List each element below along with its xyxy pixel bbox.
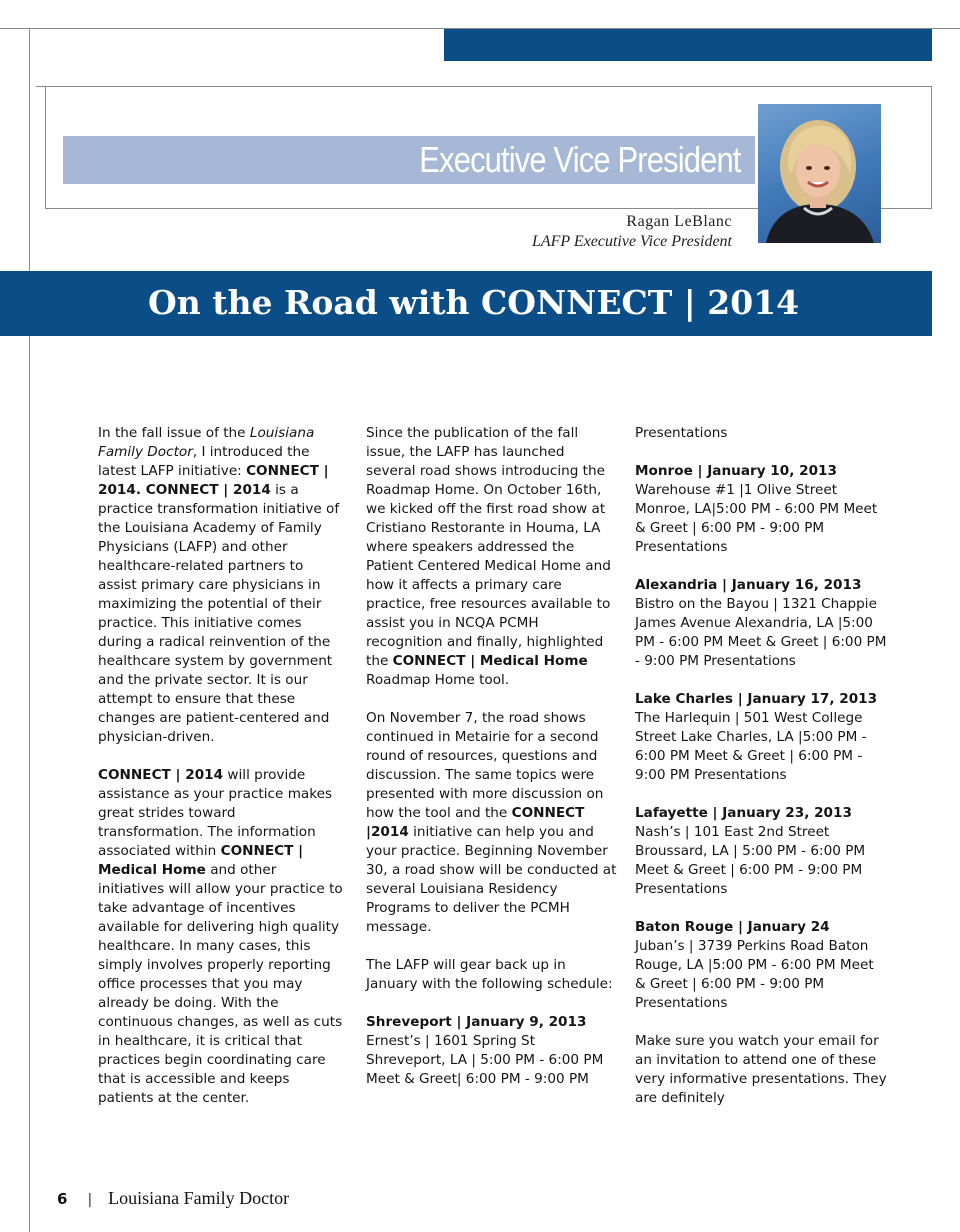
event-details: Nash’s | 101 East 2nd Street Broussard, LA | 5:00 PM - 6:00 PM Meet & Greet | 6:00 PM - 9:00 PM Presentations (635, 824, 866, 897)
paragraph: The LAFP will gear back up in January with the following schedule: (366, 957, 613, 992)
text-run: In the fall issue of the (98, 425, 250, 441)
paragraph (98, 424, 344, 747)
event-heading: Baton Rouge | January 24 (635, 919, 830, 935)
article-title: On the Road with CONNECT | 2014 (148, 283, 800, 322)
article-column-1 (98, 424, 344, 1108)
initiative-name: CONNECT |2014 (366, 805, 585, 840)
section-band (63, 136, 755, 184)
section-title: Executive Vice President (419, 139, 741, 180)
text-run: is a practice transformation initiative of the Louisiana Academy of Family Physicians (LAFP) and other healthcare-related partners to assist primary care physicians in maximizing the potential of their practice. This initiative comes during a radical reinvention of the healthcare system by government and the private sector. It is our attempt to ensure that these changes are patient-centered and physician-driven. (98, 482, 340, 745)
article-column-3 (635, 424, 887, 1108)
text-run: and other initiatives will allow your practice to take advantage of incentives available for delivering high quality healthcare. In many cases, this simply involves properly reporting office processes that you may already be doing. With the continuous changes, as well as cuts in healthcare, it is critical that practices begin coordinating care that is accessible and keeps patients at the center. (98, 862, 343, 1106)
author-name: Ragan LeBlanc (626, 213, 732, 230)
paragraph (366, 424, 618, 690)
event-heading: Shreveport | January 9, 2013 (366, 1014, 587, 1030)
initiative-name: CONNECT | 2014. CONNECT | 2014 (98, 463, 329, 498)
event-listing (635, 804, 887, 899)
initiative-name: CONNECT | 2014 (98, 767, 224, 783)
event-details: Ernest’s | 1601 Spring St Shreveport, LA | 5:00 PM - 6:00 PM Meet & Greet| 6:00 PM - 9:00 PM (366, 1033, 604, 1087)
author-role: LAFP Executive Vice President (531, 233, 732, 250)
article-column-2 (366, 424, 618, 1089)
event-listing (635, 918, 887, 1013)
initiative-name: CONNECT | Medical Home (98, 843, 304, 878)
event-listing (635, 462, 887, 557)
page-number: 6 (57, 1190, 68, 1208)
event-details: Warehouse #1 |1 Olive Street Monroe, LA|5:00 PM - 6:00 PM Meet & Greet | 6:00 PM - 9:00 PM Presentations (635, 482, 878, 555)
paragraph (98, 766, 344, 1108)
event-details: The Harlequin | 501 West College Street Lake Charles, LA |5:00 PM - 6:00 PM Meet & Greet | 6:00 PM - 9:00 PM Presentations (635, 710, 867, 783)
left-rule (29, 28, 30, 1232)
page-footer (57, 1188, 289, 1208)
paragraph: Make sure you watch your email for an invitation to attend one of these very informative presentations. They are definitely (635, 1033, 887, 1106)
event-heading: Lafayette | January 23, 2013 (635, 805, 852, 821)
magazine-name: Louisiana Family Doctor (108, 1188, 290, 1208)
text-run: Roadmap Home tool. (366, 672, 510, 688)
publication-name: Louisiana Family Doctor (98, 425, 315, 460)
text-run: Since the publication of the fall issue, the LAFP has launched several road shows introducing the Roadmap Home. On October 16th, we kicked off the first road show at Cristiano Restorante in Houma, LA where speakers addressed the Patient Centered Medical Home and how it affects a primary care practice, free resources available to assist you in NCQA PCMH recognition and finally, highlighted the (366, 425, 611, 669)
text-run: , I introduced the latest LAFP initiative: (98, 444, 310, 479)
event-listing (635, 576, 887, 671)
text-run: initiative can help you and your practice. Beginning November 30, a road show will be conducted at several Louisiana Residency Programs to deliver the PCMH message. (366, 824, 617, 935)
footer-separator: | (87, 1192, 93, 1208)
event-heading: Alexandria | January 16, 2013 (635, 577, 862, 593)
initiative-name: CONNECT | Medical Home (392, 653, 588, 669)
text-run: will provide assistance as your practice makes great strides toward transformation. The information associated within (98, 767, 333, 859)
event-details: Bistro on the Bayou | 1321 Chappie James Avenue Alexandria, LA |5:00 PM - 6:00 PM Meet & Greet | 6:00 PM - 9:00 PM Presentations (635, 596, 887, 669)
event-listing (635, 690, 887, 785)
author-portrait (758, 104, 881, 243)
text-run: On November 7, the road shows continued in Metairie for a second round of resources, questions and discussion. The same topics were presented with more discussion on how the tool and the (366, 710, 604, 821)
event-heading: Lake Charles | January 17, 2013 (635, 691, 878, 707)
event-details: Juban’s | 3739 Perkins Road Baton Rouge, LA |5:00 PM - 6:00 PM Meet & Greet | 6:00 PM - 9:00 PM Presentations (635, 938, 874, 1011)
author-byline (532, 212, 732, 252)
paragraph: Presentations (635, 425, 728, 441)
paragraph (366, 709, 618, 937)
article-title-band (0, 271, 932, 336)
event-heading: Monroe | January 10, 2013 (635, 463, 837, 479)
portrait-illustration (758, 104, 881, 243)
top-accent-bar (444, 29, 932, 61)
event-listing (366, 1013, 618, 1089)
